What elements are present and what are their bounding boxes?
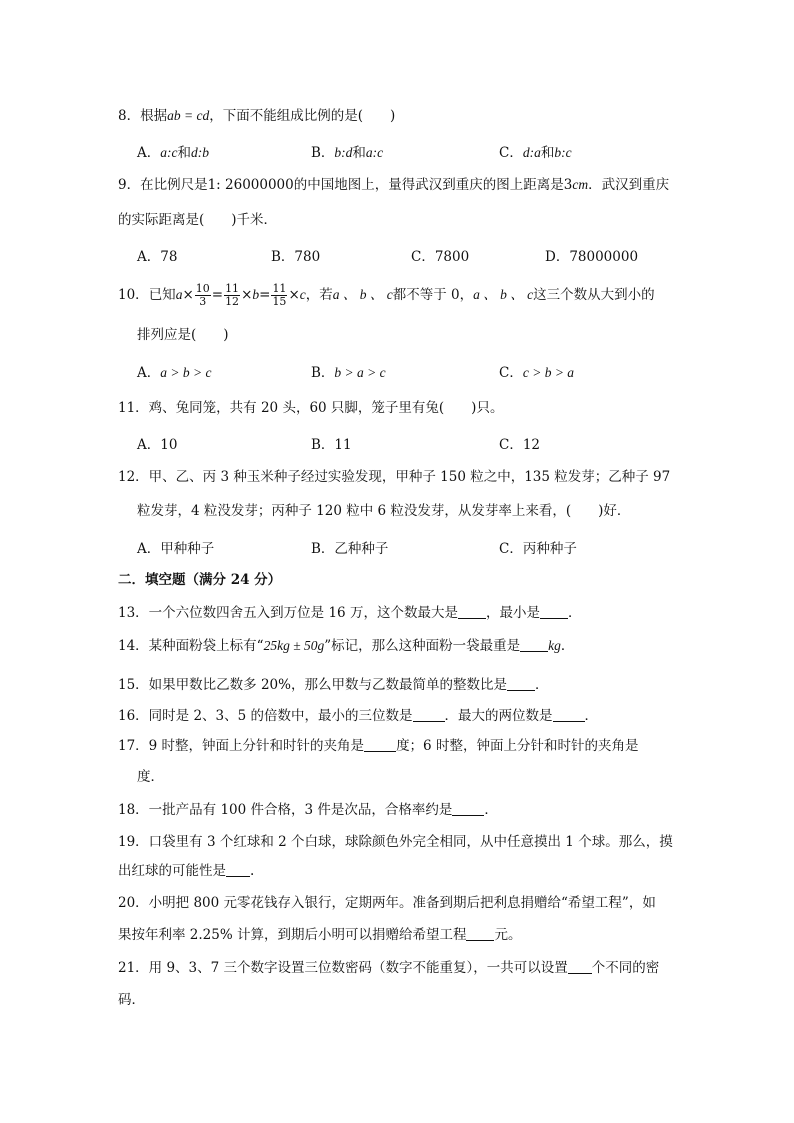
question-14 [118, 636, 574, 656]
q9-number: 9． [118, 177, 141, 193]
question-20: 20．小明把 800 元零花钱存入银行，定期两年。准备到期后把利息捐赠给“希望工程”，如 [118, 895, 656, 911]
q20-text: 元。 [494, 927, 522, 943]
var-c: c [299, 287, 306, 302]
option-label: A． [137, 145, 161, 161]
q8-option-b [311, 143, 383, 163]
q16-text: ．最大的两位数是 [444, 708, 553, 724]
q9-option-a: A．78 [137, 249, 178, 265]
question-13 [118, 603, 581, 623]
fraction-numerator: 11 [225, 282, 240, 295]
fraction-denominator: 15 [272, 295, 287, 308]
option-ratio: b:d [334, 145, 353, 160]
question-16 [118, 706, 598, 726]
question-11: 11．鸡、兔同笼，共有 20 头，60 只脚，笼子里有兔( )只。 [118, 400, 504, 416]
answer-blank[interactable] [413, 707, 445, 722]
q12-option-a: A．甲种种子 [137, 541, 215, 557]
question-21 [118, 958, 659, 978]
q13-text: 13．一个六位数四舍五入到万位是 16 万，这个数最大是 [118, 605, 458, 621]
option-label: C． [499, 365, 523, 381]
answer-blank[interactable] [520, 637, 548, 652]
q20-text: 果按年利率 2.25% 计算，到期后小明可以捐赠给希望工程 [118, 927, 467, 943]
option-ratio: d:a [522, 145, 541, 160]
q21-text: 个不同的密 [591, 960, 660, 976]
q21-line-2: 码． [118, 992, 145, 1008]
option-label: C． [499, 145, 523, 161]
option-label: B． [311, 145, 335, 161]
var-b: b [252, 287, 260, 302]
question-15 [118, 675, 548, 695]
q16-text: 16．同时是 2、3、5 的倍数中，最小的三位数是 [118, 708, 413, 724]
q8-text-post: ，下面不能组成比例的是( ) [209, 108, 396, 124]
q10-text: ，若 [305, 287, 333, 303]
q14-text: ． [560, 638, 575, 654]
equals-sign: = [211, 287, 224, 303]
q14-text: ”标记，那么这种面粉一袋最重是 [324, 638, 521, 654]
q19-text: . [250, 863, 255, 879]
q12-option-b: B．乙种种子 [311, 541, 389, 557]
q14-text: 14．某种面粉袋上标有“ [118, 638, 264, 654]
option-expr: a > b > c [160, 365, 212, 380]
q8-number: 8． [118, 108, 141, 124]
fraction-denominator: 12 [225, 295, 240, 308]
q10-option-a [137, 363, 211, 383]
answer-blank[interactable] [226, 862, 250, 877]
var-a: a [175, 287, 183, 302]
q8-option-a [137, 143, 209, 163]
q15-text: ． [534, 677, 549, 693]
q9-option-b: B．780 [271, 249, 321, 265]
fraction-numerator: 11 [272, 282, 287, 295]
q9-option-d: D．78000000 [545, 249, 639, 265]
q13-text: ，最小是 [485, 605, 540, 621]
q10-text: 这三个数从大到小的 [533, 287, 655, 303]
answer-blank[interactable] [553, 707, 585, 722]
q18-text: ． [484, 802, 498, 818]
q9-text-post: ．武汉到重庆 [588, 177, 670, 193]
option-expr: c > b > a [522, 365, 575, 380]
times-sign: × [241, 287, 253, 303]
times-sign: × [288, 287, 300, 303]
answer-blank[interactable] [466, 926, 494, 941]
answer-blank[interactable] [458, 604, 486, 619]
option-conj: 和 [540, 145, 555, 161]
q12-line-2: 粒发芽，4 粒没发芽；丙种子 120 粒中 6 粒没发芽，从发芽率上来看，( )好． [137, 503, 631, 519]
q8-text-pre: 根据 [140, 108, 168, 124]
option-ratio: b:c [554, 145, 572, 160]
option-conj: 和 [352, 145, 366, 161]
q11-option-a: A．10 [137, 437, 178, 453]
question-9 [118, 175, 669, 195]
q17-line-2: 度． [137, 769, 164, 785]
equals-sign: = [259, 287, 271, 303]
question-17 [118, 736, 638, 756]
answer-blank[interactable] [568, 959, 592, 974]
q15-text: 15．如果甲数比乙数多 20%，那么甲数与乙数最简单的整数比是 [118, 677, 507, 693]
q9-option-c: C．7800 [411, 249, 470, 265]
q10-option-c [499, 363, 574, 383]
answer-blank[interactable] [364, 737, 396, 752]
q10-line-2: 排列应是( ) [137, 327, 229, 343]
q10-number: 10． [118, 287, 149, 303]
question-8 [118, 106, 395, 126]
q13-text: ． [567, 605, 582, 621]
option-label: B． [311, 365, 335, 381]
option-label: A． [137, 365, 161, 381]
option-ratio: a:c [160, 145, 178, 160]
q20-line-2 [118, 925, 521, 945]
q17-text: 17．9 时整，钟面上分针和时针的夹角是 [118, 738, 365, 754]
q19-line-2 [118, 861, 254, 881]
q11-option-b: B．11 [311, 437, 352, 453]
question-12: 12．甲、乙、丙 3 种玉米种子经过实验发现，甲种子 150 粒之中，135 粒发芽；乙种子 97 [118, 469, 671, 485]
answer-blank[interactable] [540, 604, 568, 619]
q9-line-2: 的实际距离是( )千米． [118, 212, 278, 228]
question-19: 19．口袋里有 3 个红球和 2 个白球，球除颜色外完全相同，从中任意摸出 1 个球。那么，摸 [118, 834, 673, 850]
q10-text: 都不等于 0， [392, 287, 474, 303]
q14-unit: kg [548, 638, 561, 653]
q11-option-c: C．12 [499, 437, 541, 453]
q10-vars: a 、 b 、 c [332, 287, 393, 302]
option-ratio: d:b [191, 145, 209, 160]
q21-text: 21．用 9、3、7 三个数字设置三位数密码（数字不能重复），一共可以设置 [118, 960, 568, 976]
times-sign: × [182, 287, 194, 303]
answer-blank[interactable] [452, 801, 484, 816]
q16-text: ． [584, 708, 599, 724]
fraction-11-12 [224, 283, 240, 308]
q19-text: 出红球的可能性是 [118, 863, 226, 879]
option-ratio: a:c [365, 145, 384, 160]
q9-unit: cm [572, 177, 589, 192]
fraction-denominator: 3 [199, 295, 207, 308]
q18-text: 18．一批产品有 100 件合格，3 件是次品，合格率约是 [118, 802, 453, 818]
fraction-10-3 [195, 283, 211, 308]
q14-formula: 25kg ± 50g [263, 638, 325, 653]
question-10 [118, 278, 655, 312]
q8-formula: ab = cd [167, 108, 210, 123]
q10-vars: a 、 b 、 c [473, 287, 534, 302]
fraction-numerator: 10 [195, 282, 210, 295]
q10-option-b [311, 363, 386, 383]
option-expr: b > a > c [334, 365, 386, 380]
option-conj: 和 [177, 145, 191, 161]
q8-option-c [499, 143, 572, 163]
answer-blank[interactable] [507, 676, 535, 691]
q9-text: 在比例尺是1: 26000000的中国地图上，量得武汉到重庆的图上距离是3 [140, 177, 573, 193]
fraction-11-15 [271, 283, 287, 308]
q10-text: 已知 [148, 287, 176, 303]
section-heading-fill-in: 二．填空题（满分 24 分） [118, 572, 282, 588]
q17-text: 度；6 时整，钟面上分针和时针的夹角是 [396, 738, 639, 754]
q12-option-c: C．丙种种子 [499, 541, 577, 557]
question-18 [118, 800, 498, 820]
